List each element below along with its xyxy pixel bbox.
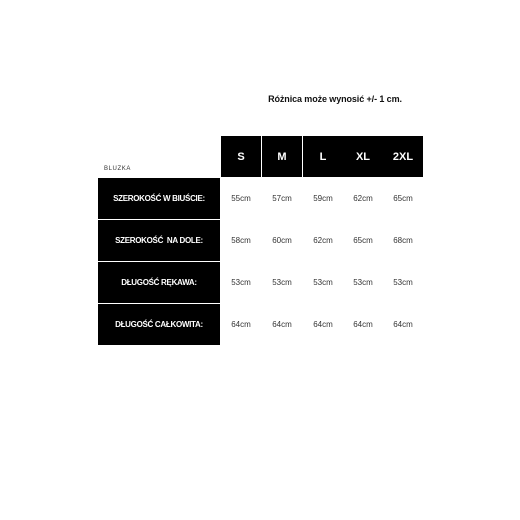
table-cell: 64cm (353, 320, 373, 329)
row-label-bust-width: SZEROKOŚĆ W BIUŚCIE: (98, 178, 220, 219)
table-cell: 65cm (393, 194, 413, 203)
table-cell: 53cm (231, 278, 251, 287)
garment-label: BLUZKA (104, 166, 131, 172)
size-header-2xl: 2XL (383, 136, 423, 177)
row-label-sleeve-length: DŁUGOŚĆ RĘKAWA: (98, 262, 220, 303)
table-cell: 64cm (231, 320, 251, 329)
table-cell: 65cm (353, 236, 373, 245)
table-cell: 53cm (393, 278, 413, 287)
size-header-xl: XL (343, 136, 383, 177)
table-cell: 62cm (353, 194, 373, 203)
size-header-l: L (303, 136, 343, 177)
table-cell: 64cm (272, 320, 292, 329)
table-cell: 53cm (272, 278, 292, 287)
table-cell: 53cm (313, 278, 333, 287)
table-cell: 64cm (393, 320, 413, 329)
tolerance-note: Różnica może wynosić +/- 1 cm. (268, 94, 402, 104)
table-cell: 60cm (272, 236, 292, 245)
table-cell: 68cm (393, 236, 413, 245)
table-cell: 59cm (313, 194, 333, 203)
row-label-total-length: DŁUGOŚĆ CAŁKOWITA: (98, 304, 220, 345)
table-cell: 55cm (231, 194, 251, 203)
row-label-bottom-width: SZEROKOŚĆ NA DOLE: (98, 220, 220, 261)
table-cell: 64cm (313, 320, 333, 329)
table-cell: 53cm (353, 278, 373, 287)
table-cell: 58cm (231, 236, 251, 245)
size-header-m: M (262, 136, 302, 177)
table-cell: 62cm (313, 236, 333, 245)
size-header-s: S (221, 136, 261, 177)
table-cell: 57cm (272, 194, 292, 203)
